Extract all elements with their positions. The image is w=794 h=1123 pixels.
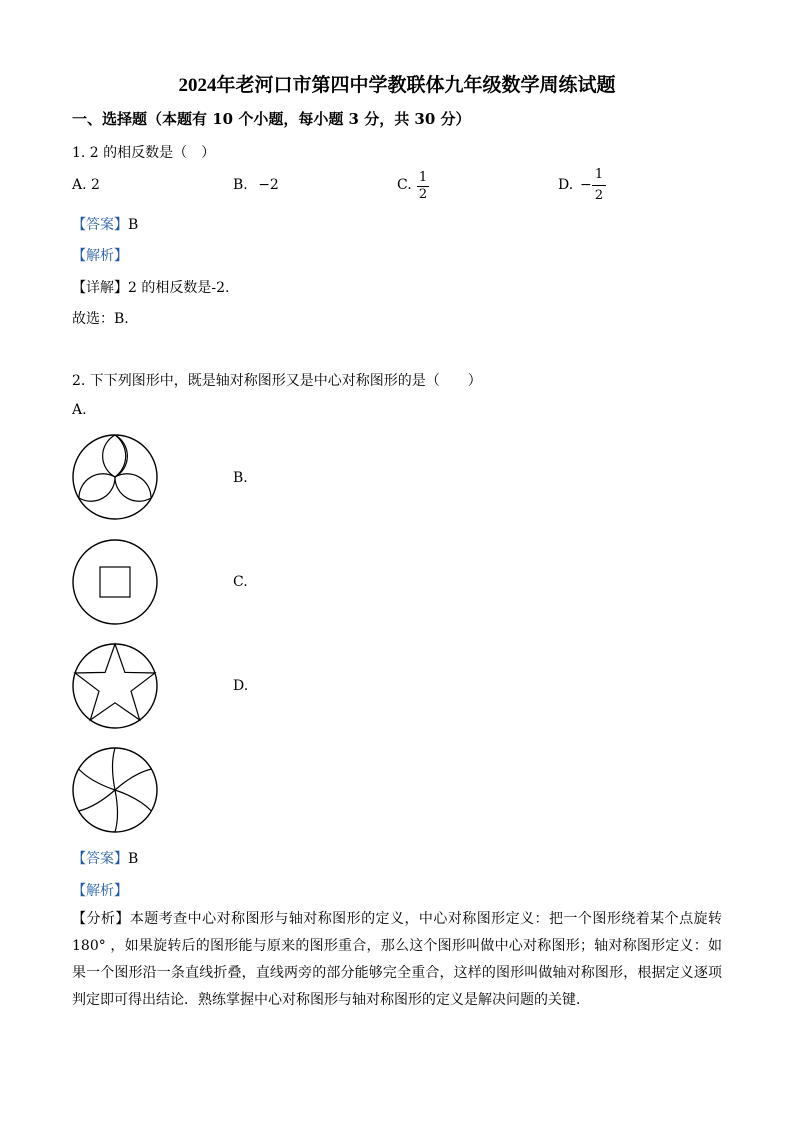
q1-option-c-label: C.	[397, 177, 412, 193]
q1-detail-text: 2 的相反数是-2.	[128, 280, 230, 296]
q2-figure-b-circle-square	[70, 537, 160, 627]
q2-option-a-label: A.	[72, 402, 87, 418]
q1-option-a-value: 2	[91, 177, 100, 193]
question-2-stem: 2. 下下列图形中，既是轴对称图形又是中心对称图形的是（ ）	[72, 373, 482, 389]
q2-option-d-label: D.	[233, 678, 249, 694]
q2-option-b-label: B.	[233, 470, 248, 486]
q1-answer-tag: 【答案】	[72, 217, 128, 233]
section-heading: 一、选择题（本题有 10 个小题，每小题 3 分，共 30 分）	[72, 110, 471, 128]
q1-answer	[72, 214, 138, 234]
q2-figure-d-swirl	[70, 745, 160, 835]
q1-detail	[72, 277, 229, 297]
q1-option-d-fraction-bar	[592, 185, 606, 186]
q1-option-c-numerator: 1	[418, 170, 428, 185]
q1-option-d-label: D.	[558, 177, 574, 193]
q1-option-c-denominator: 2	[418, 187, 428, 202]
q1-option-d-sign: −	[580, 177, 592, 193]
q1-option-a	[72, 177, 100, 193]
q2-answer-value: B	[128, 851, 139, 867]
page-title: 2024年老河口市第四中学教联体九年级数学周练试题	[178, 75, 616, 96]
q2-figure-a-trefoil	[70, 432, 160, 522]
q2-answer-tag: 【答案】	[72, 851, 128, 867]
question-1-stem: 1. 2 的相反数是（ ）	[72, 145, 216, 161]
q1-option-b-value: −2	[258, 177, 279, 193]
q1-conclusion: 故选：B.	[72, 311, 129, 327]
q1-option-d-numerator: 1	[594, 167, 604, 182]
q2-analysis-tag: 【解析】	[72, 883, 128, 899]
q1-option-b	[233, 177, 279, 193]
q1-analysis-tag: 【解析】	[72, 248, 128, 264]
q2-figure-c-star	[70, 641, 160, 731]
q2-analysis-paragraph: 【分析】本题考查中心对称图形与轴对称图形的定义，中心对称图形定义：把一个图形绕着某个点旋转 180° ，如果旋转后的图形能与原来的图形重合，那么这个图形叫做中心对称图形；轴对称图形定义：如果一个图形沿一条直线折叠，直线两旁的部分能够完全重合，这样的图形叫做轴对称图形，根据定义逐项判定即可得出结论．熟练掌握中心对称图形与轴对称图形的定义是解决问题的关键．	[72, 911, 722, 1008]
q2-answer	[72, 848, 138, 868]
q1-option-a-label: A.	[72, 177, 87, 193]
q1-option-b-label: B.	[233, 177, 248, 193]
q1-answer-value: B	[128, 217, 139, 233]
q1-detail-tag: 【详解】	[72, 280, 128, 296]
q1-option-d-denominator: 2	[594, 188, 604, 203]
q2-option-c-label: C.	[233, 574, 248, 590]
